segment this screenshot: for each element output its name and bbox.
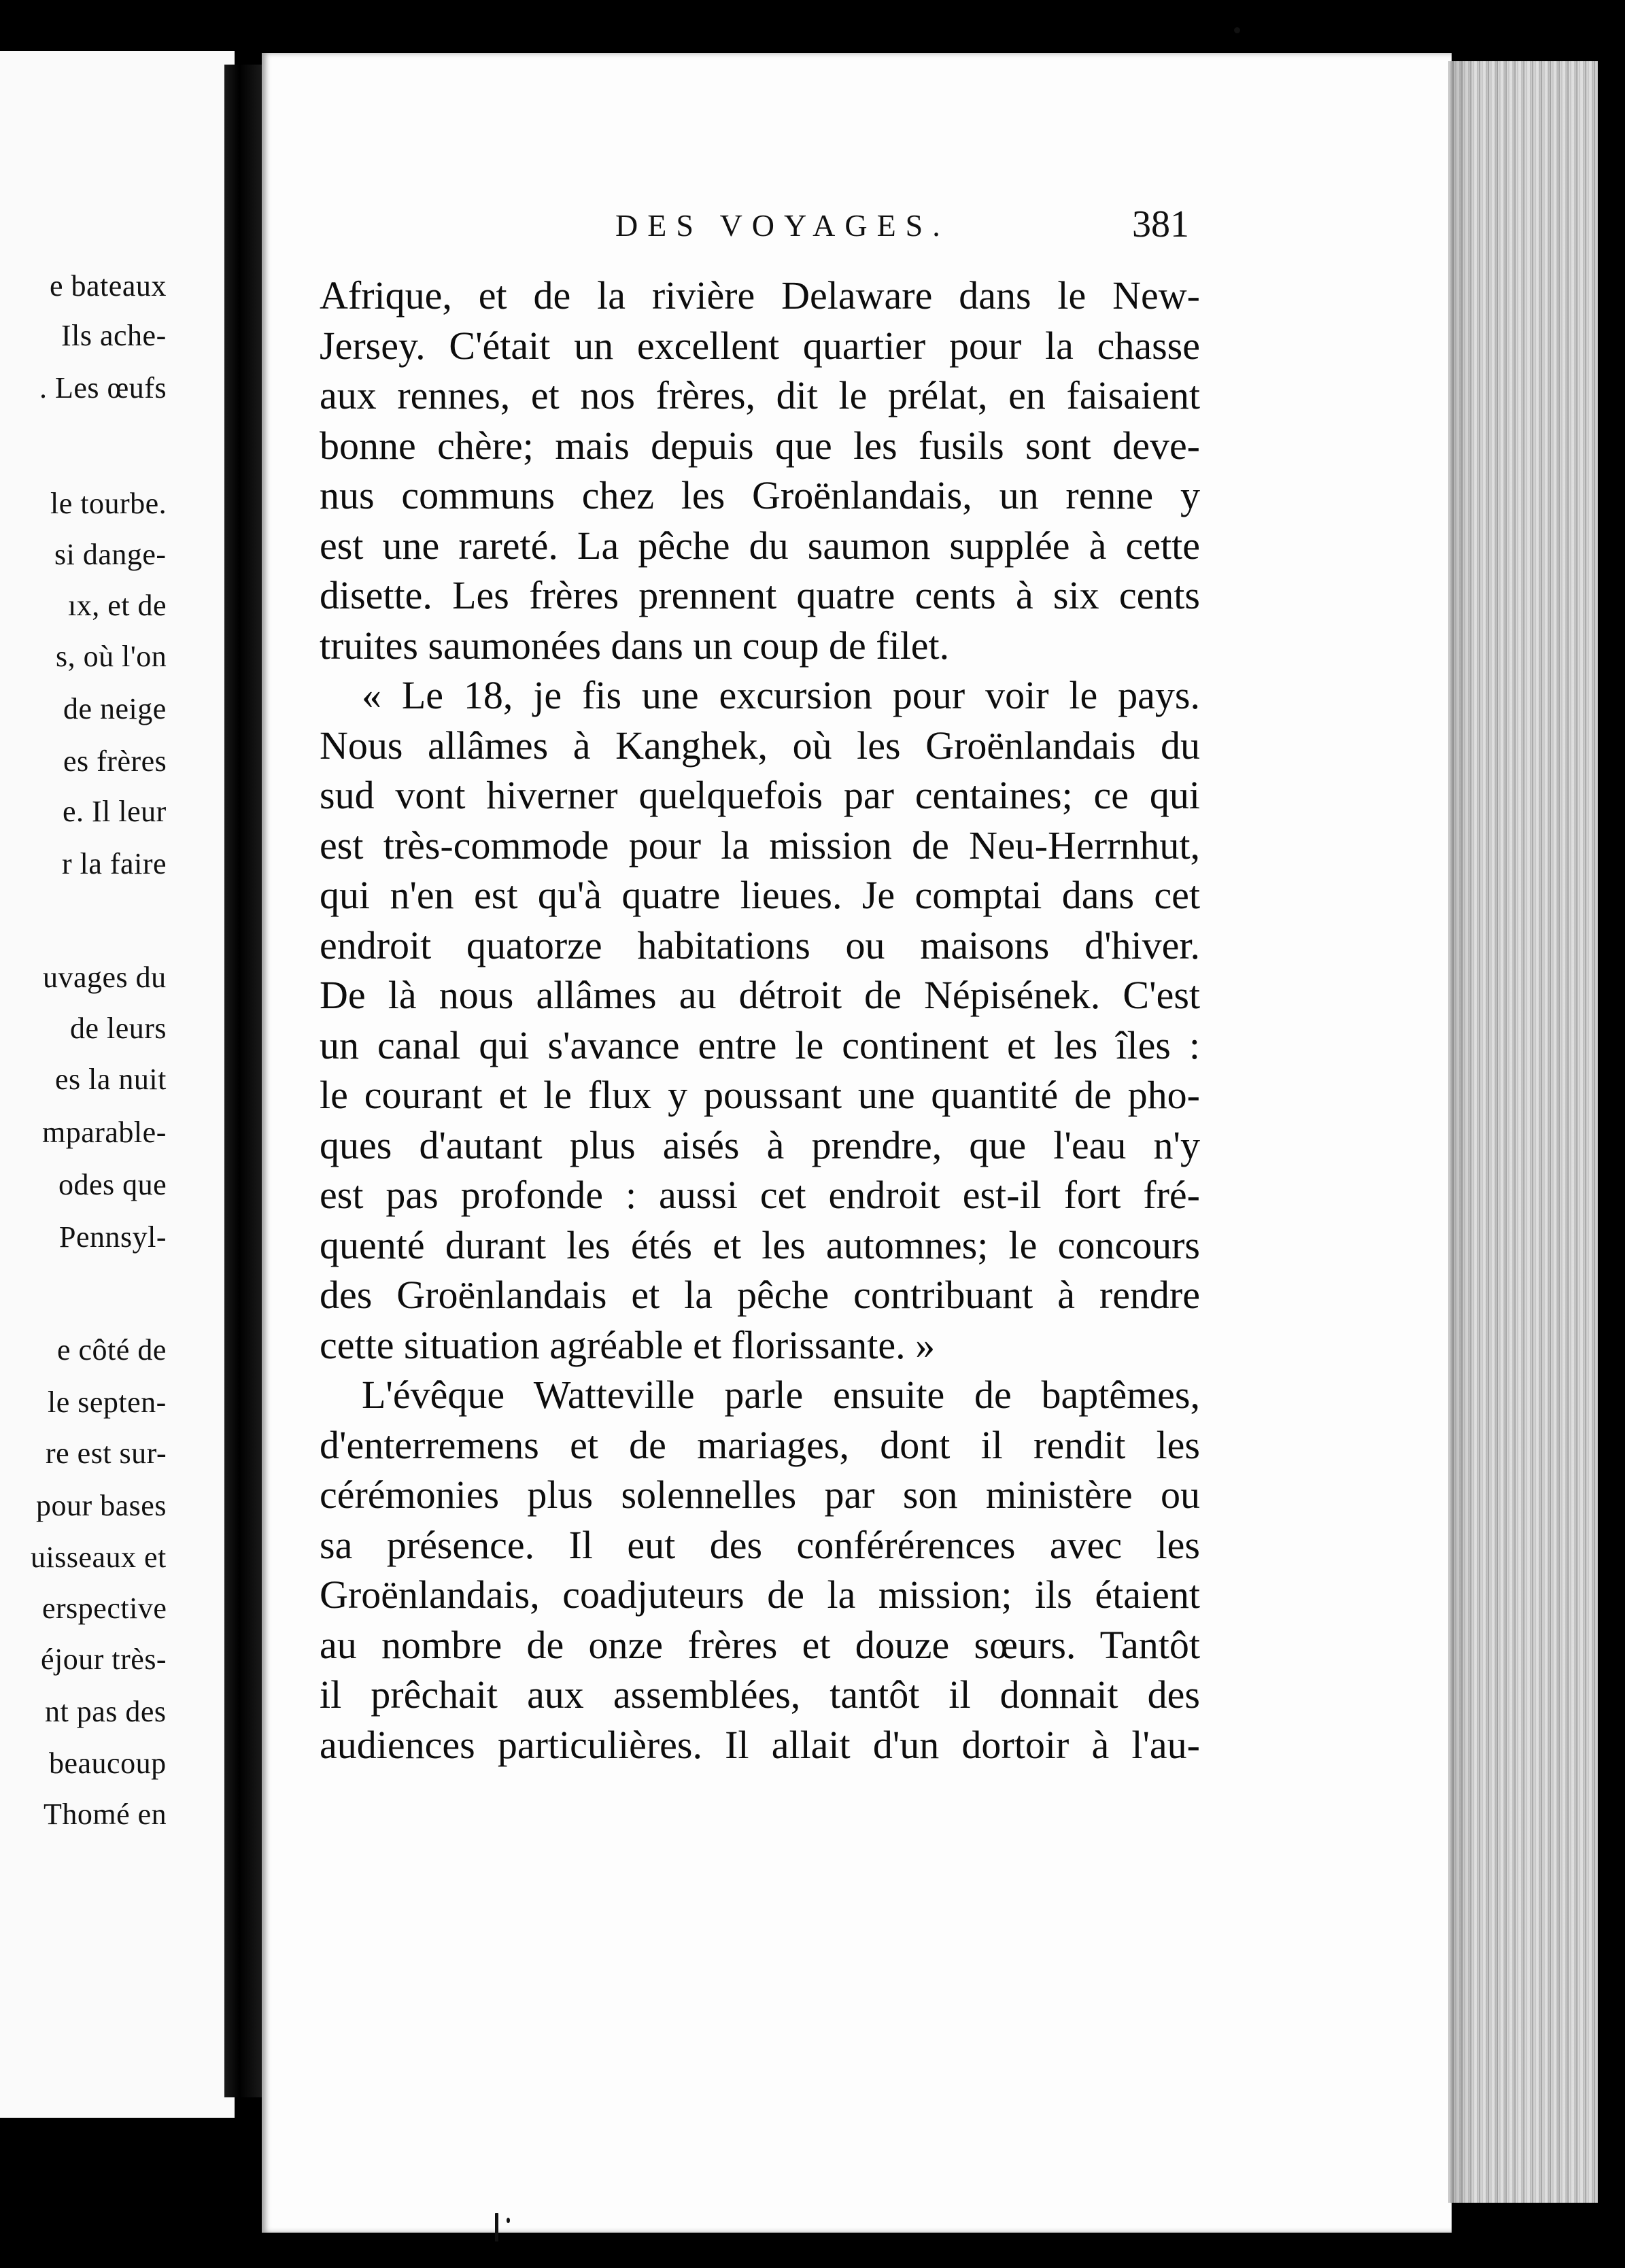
text-line: quenté durant les étés et les automnes; le concours <box>320 1222 1200 1267</box>
text-line: nus communs chez les Groënlandais, un renne y <box>320 473 1200 517</box>
facing-line: mparable- <box>42 1116 167 1149</box>
facing-line: si dange- <box>54 538 167 571</box>
facing-line: erspective <box>42 1592 167 1625</box>
facing-line: e. Il leur <box>63 795 167 828</box>
text-line: est très-commode pour la mission de Neu-Herrnhut, <box>320 823 1200 867</box>
text-line: sa présence. Il eut des conférérences avec les <box>320 1522 1200 1567</box>
facing-line: uisseaux et <box>31 1541 167 1574</box>
facing-line: Thomé en <box>44 1798 167 1831</box>
facing-line: e côté de <box>57 1333 167 1367</box>
text-line: Groënlandais, coadjuteurs de la mission; ils étaient <box>320 1573 1200 1617</box>
body-text <box>320 271 1200 1770</box>
fore-edge-shade <box>1448 61 1475 2203</box>
running-head: DES VOYAGES. <box>615 208 950 243</box>
facing-line: éjour très- <box>41 1643 167 1676</box>
text-line: qui n'en est qu'à quatre lieues. Je comptai dans cet <box>320 873 1200 917</box>
text-line: cette situation agréable et florissante. » <box>320 1322 936 1367</box>
text-line: truites saumonées dans un coup de filet. <box>320 623 950 668</box>
text-line: sud vont hiverner quelquefois par centaines; ce qui <box>320 773 1200 817</box>
text-line: « Le 18, je fis une excursion pour voir le pays. <box>362 673 1200 717</box>
facing-line: beaucoup <box>49 1747 167 1780</box>
text-line: audiences particulières. Il allait d'un dortoir à l'au- <box>320 1722 1200 1767</box>
scan-speck <box>507 2218 510 2223</box>
text-line: d'enterremens et de mariages, dont il rendit les <box>320 1422 1200 1467</box>
scan-speck <box>495 2213 498 2241</box>
text-line: Jersey. C'était un excellent quartier pour la chasse <box>320 323 1200 368</box>
facing-line: nt pas des <box>45 1695 167 1728</box>
text-line: il prêchait aux assemblées, tantôt il donnait des <box>320 1672 1200 1717</box>
facing-line: de neige <box>63 692 167 725</box>
facing-line: re est sur- <box>46 1437 167 1470</box>
text-line: L'évêque Watteville parle ensuite de baptêmes, <box>362 1373 1200 1417</box>
text-line: De là nous allâmes au détroit de Népisének. C'est <box>320 973 1200 1017</box>
text-line: ques d'autant plus aisés à prendre, que l'eau n'y <box>320 1122 1200 1167</box>
text-line: au nombre de onze frères et douze sœurs. Tantôt <box>320 1622 1200 1667</box>
text-line: cérémonies plus solennelles par son ministère ou <box>320 1473 1200 1517</box>
facing-line: Ils ache- <box>61 319 167 352</box>
text-line: Afrique, et de la rivière Delaware dans le New- <box>320 273 1200 317</box>
text-line: est pas profonde : aussi cet endroit est-il fort fré- <box>320 1173 1200 1217</box>
text-line: des Groënlandais et la pêche contribuant à rendre <box>320 1273 1200 1317</box>
scan-speck <box>1234 27 1240 33</box>
facing-line: e bateaux <box>50 269 167 303</box>
facing-line: ıx, et de <box>68 589 167 622</box>
facing-line: es la nuit <box>55 1063 167 1096</box>
facing-line: de leurs <box>70 1012 167 1045</box>
text-line: endroit quatorze habitations ou maisons d'hiver. <box>320 923 1200 967</box>
gutter-shadow <box>224 65 262 2097</box>
facing-line: le septen- <box>48 1386 167 1419</box>
facing-line: . Les œufs <box>39 371 167 405</box>
facing-line: odes que <box>58 1168 167 1201</box>
facing-line: s, où l'on <box>56 640 167 673</box>
text-line: aux rennes, et nos frères, dit le prélat, en faisaient <box>320 373 1200 417</box>
facing-line: r la faire <box>62 847 167 880</box>
text-line: un canal qui s'avance entre le continent et les îles : <box>320 1023 1200 1067</box>
facing-line: pour bases <box>36 1489 167 1522</box>
text-line: bonne chère; mais depuis que les fusils sont deve- <box>320 423 1200 468</box>
facing-line: le tourbe. <box>50 487 167 520</box>
page-number: 381 <box>1132 203 1189 245</box>
facing-line: uvages du <box>43 961 167 994</box>
text-line: Nous allâmes à Kanghek, où les Groënlandais du <box>320 723 1200 768</box>
facing-line: Pennsyl- <box>59 1220 167 1254</box>
facing-line: es frères <box>63 744 167 778</box>
text-line: est une rareté. La pêche du saumon supplée à cette <box>320 523 1200 568</box>
text-line: le courant et le flux y poussant une quantité de pho- <box>320 1073 1200 1117</box>
text-line: disette. Les frères prennent quatre cents à six cents <box>320 573 1200 617</box>
